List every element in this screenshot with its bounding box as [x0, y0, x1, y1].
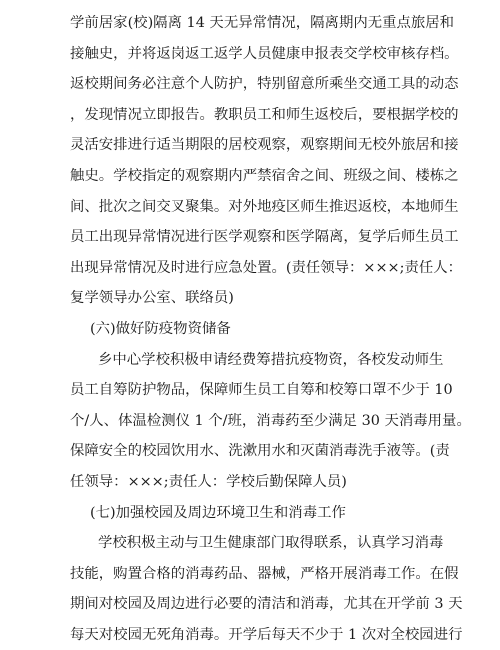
text-line: 技能，购置合格的消毒药品、器械，严格开展消毒工作。在假 — [70, 565, 459, 582]
text-line: 间、批次之间交叉聚集。对外地疫区师生推迟返校，本地师生 — [70, 198, 459, 215]
text-line: 员工自筹防护物品，保障师生员工自筹和校筹口罩不少于 10 — [70, 382, 453, 399]
text-line: 每天对校园无死角消毒。开学后每天不少于 1 次对全校园进行 — [70, 626, 463, 643]
paragraph-return-to-school — [70, 8, 463, 314]
text-line: 学校积极主动与卫生健康部门取得联系，认真学习消毒 — [98, 535, 444, 552]
text-line: 员工出现异常情况进行医学观察和医学隔离，复学后师生员工 — [70, 229, 459, 246]
text-line: 返校期间务必注意个人防护，特别留意所乘坐交通工具的动态 — [70, 76, 459, 93]
section-heading-disinfection: (七)加强校园及周边环境卫生和消毒工作 — [90, 504, 346, 521]
section-heading-supplies: (六)做好防疫物资储备 — [90, 320, 231, 337]
text-line: ，发现情况立即报告。教职员工和师生返校后，要根据学校的 — [70, 106, 459, 123]
text-line: 学前居家(校)隔离 14 天无异常情况，隔离期内无重点旅居和 — [70, 15, 455, 31]
text-line: 乡中心学校积极申请经费筹措抗疫物资，各校发动师生 — [98, 351, 444, 368]
text-line: 灵活安排进行适当期限的居校观察，观察期间无校外旅居和接 — [70, 137, 459, 154]
text-line: 任领导：×××;责任人：学校后勤保障人员) — [70, 473, 347, 490]
text-line: 期间对校园及周边进行必要的清洁和消毒，尤其在开学前 3 天 — [70, 596, 463, 613]
text-line: 保障安全的校园饮用水、洗漱用水和灭菌消毒洗手液等。(责 — [70, 443, 450, 460]
document-page — [70, 8, 471, 650]
paragraph-disinfection — [70, 528, 463, 650]
text-line: 复学领导办公室、联络员) — [70, 290, 234, 307]
paragraph-supplies — [70, 345, 471, 498]
text-line: 触史。学校指定的观察期内严禁宿舍之间、班级之间、楼栋之 — [70, 167, 459, 184]
text-line: 出现异常情况及时进行应急处置。(责任领导：×××;责任人： — [70, 259, 463, 276]
text-line: 接触史，并将返岗返工返学人员健康申报表交学校审核存档。 — [70, 45, 459, 62]
text-line: 个/人、体温检测仪 1 个/班，消毒药至少满足 30 天消毒用量。 — [70, 412, 471, 429]
